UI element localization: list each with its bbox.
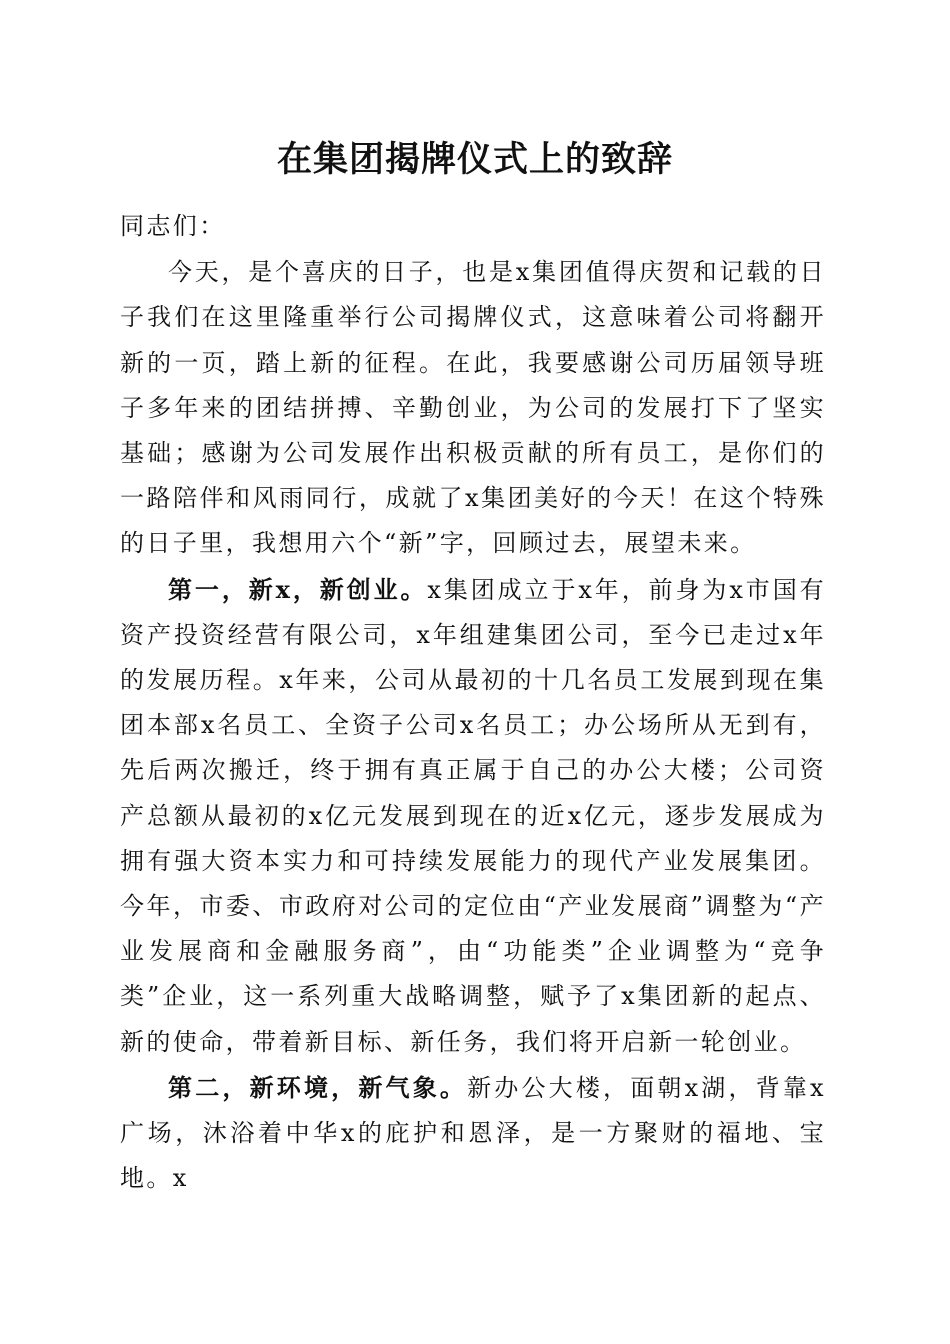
paragraph-first-point bbox=[120, 567, 826, 1065]
paragraph-opening bbox=[120, 249, 826, 566]
paragraph-second-point bbox=[120, 1065, 826, 1202]
paragraph-text: 新办公大楼，面朝x湖，背靠x广场，沐浴着中华x的庇护和恩泽，是一方聚财的福地、宝地。x bbox=[120, 1073, 826, 1193]
paragraph-lead: 第一，新x，新创业。 bbox=[168, 574, 428, 604]
salutation: 同志们： bbox=[120, 212, 226, 240]
paragraph-text: x集团成立于x年，前身为x市国有资产投资经营有限公司，x年组建集团公司，至今已走过x年的发展历程。x年来，公司从最初的十几名员工发展到现在集团本部x名员工、全资子公司x名员工；办公场所从无到有，先后两次搬迁，终于拥有真正属于自己的办公大楼；公司资产总额从最初的x亿元发展到现在的近x亿元，逐步发展成为拥有强大资本实力和可持续发展能力的现代产业发展集团。今年，市委、市政府对公司的定位由“产业发展商”调整为“产业发展商和金融服务商”，由“功能类”企业调整为“竞争类”企业，这一系列重大战略调整，赋予了x集团新的起点、新的使命，带着新目标、新任务，我们将开启新一轮创业。 bbox=[120, 575, 826, 1056]
document-title: 在集团揭牌仪式上的致辞 bbox=[276, 139, 673, 180]
document-body bbox=[120, 204, 826, 1201]
paragraph-text: 今天，是个喜庆的日子，也是x集团值得庆贺和记载的日子我们在这里隆重举行公司揭牌仪式，这意味着公司将翻开新的一页，踏上新的征程。在此，我要感谢公司历届领导班子多年来的团结拼搏、辛勤创业，为公司的发展打下了坚实基础；感谢为公司发展作出积极贡献的所有员工，是你们的一路陪伴和风雨同行，成就了x集团美好的今天！在这个特殊的日子里，我想用六个“新”字，回顾过去，展望未来。 bbox=[120, 258, 826, 558]
paragraph-lead: 第二，新环境，新气象。 bbox=[168, 1072, 468, 1102]
